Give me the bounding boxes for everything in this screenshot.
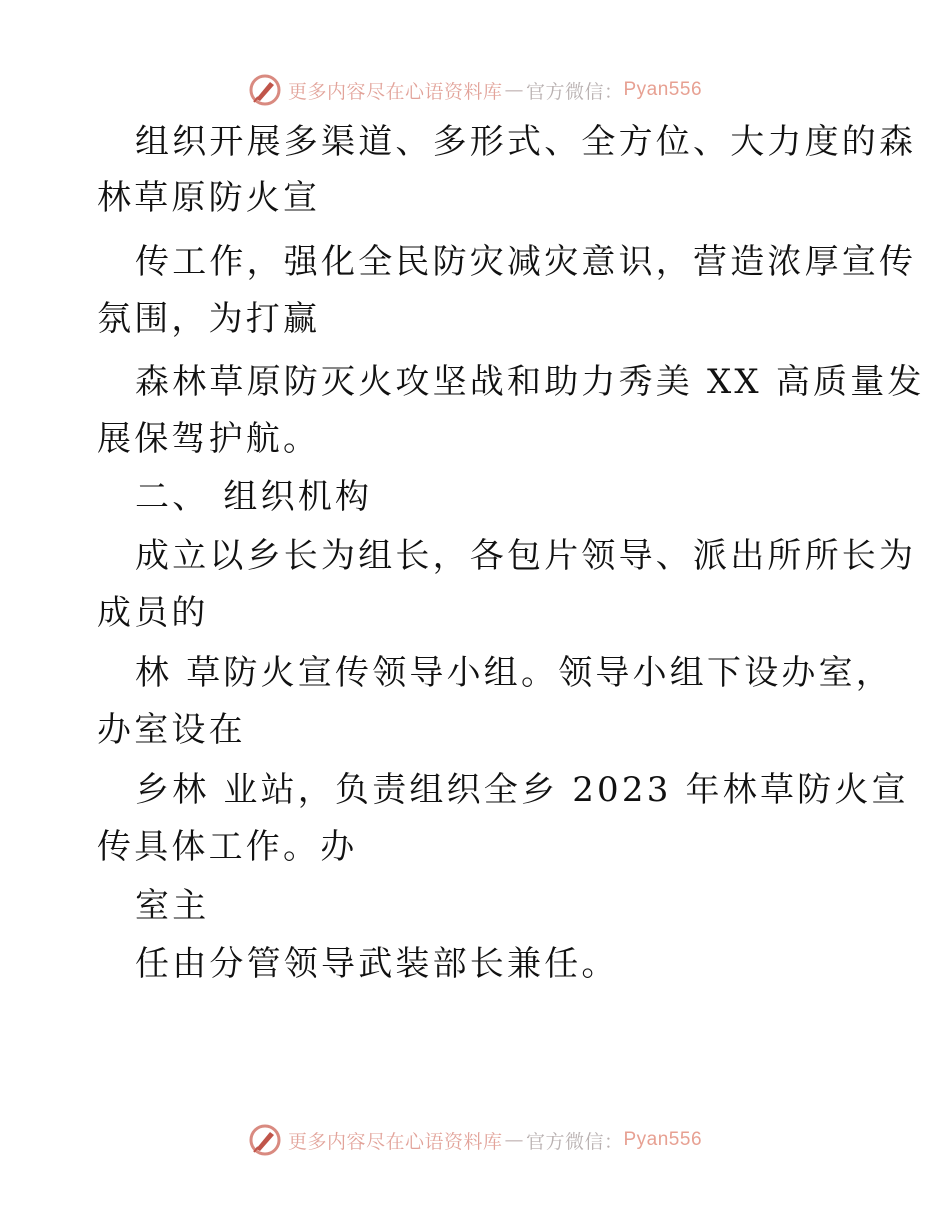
watermark-label: 官方微信： [525, 80, 624, 103]
text-line: 林 草防火宣传领导小组。领导小组下设办室， [135, 653, 894, 693]
text-line: 成员的 [97, 593, 209, 633]
quill-logo-icon [248, 1123, 282, 1157]
text-line: 传工作，强化全民防灾减灾意识，营造浓厚宣传 [135, 242, 917, 282]
text-line: 乡林 业站，负责组织全乡 2023 年林草防火宣 [135, 770, 909, 810]
watermark-label: 官方微信： [525, 1130, 624, 1153]
text-line: 森林草原防灭火攻坚战和助力秀美 XX 高质量发 [135, 362, 925, 402]
quill-logo-icon [248, 73, 282, 107]
header-watermark [0, 70, 950, 110]
watermark-text: 更多内容尽在心语资料库 [287, 1130, 503, 1153]
text-line: 组织开展多渠道、多形式、全方位、大力度的森 [135, 122, 917, 162]
text-line: 室主 [135, 886, 210, 926]
section-heading: 二、 组织机构 [135, 477, 373, 517]
text-line: 展保驾护航。 [97, 419, 321, 459]
watermark-text: 更多内容尽在心语资料库 [287, 80, 503, 103]
text-line: 成立以乡长为组长，各包片领导、派出所所长为 [135, 536, 917, 576]
text-line: 林草原防火宣 [97, 178, 321, 218]
text-line: 任由分管领导武装部长兼任。 [135, 944, 619, 984]
watermark-id: Pyan556 [623, 79, 703, 100]
text-line: 传具体工作。办 [97, 827, 358, 867]
watermark-dash: — [504, 79, 524, 101]
watermark-dash: — [504, 1129, 524, 1151]
text-line: 办室设在 [97, 710, 246, 750]
watermark-id: Pyan556 [623, 1129, 703, 1150]
footer-watermark [0, 1120, 950, 1160]
text-line: 氛围，为打赢 [97, 299, 321, 339]
